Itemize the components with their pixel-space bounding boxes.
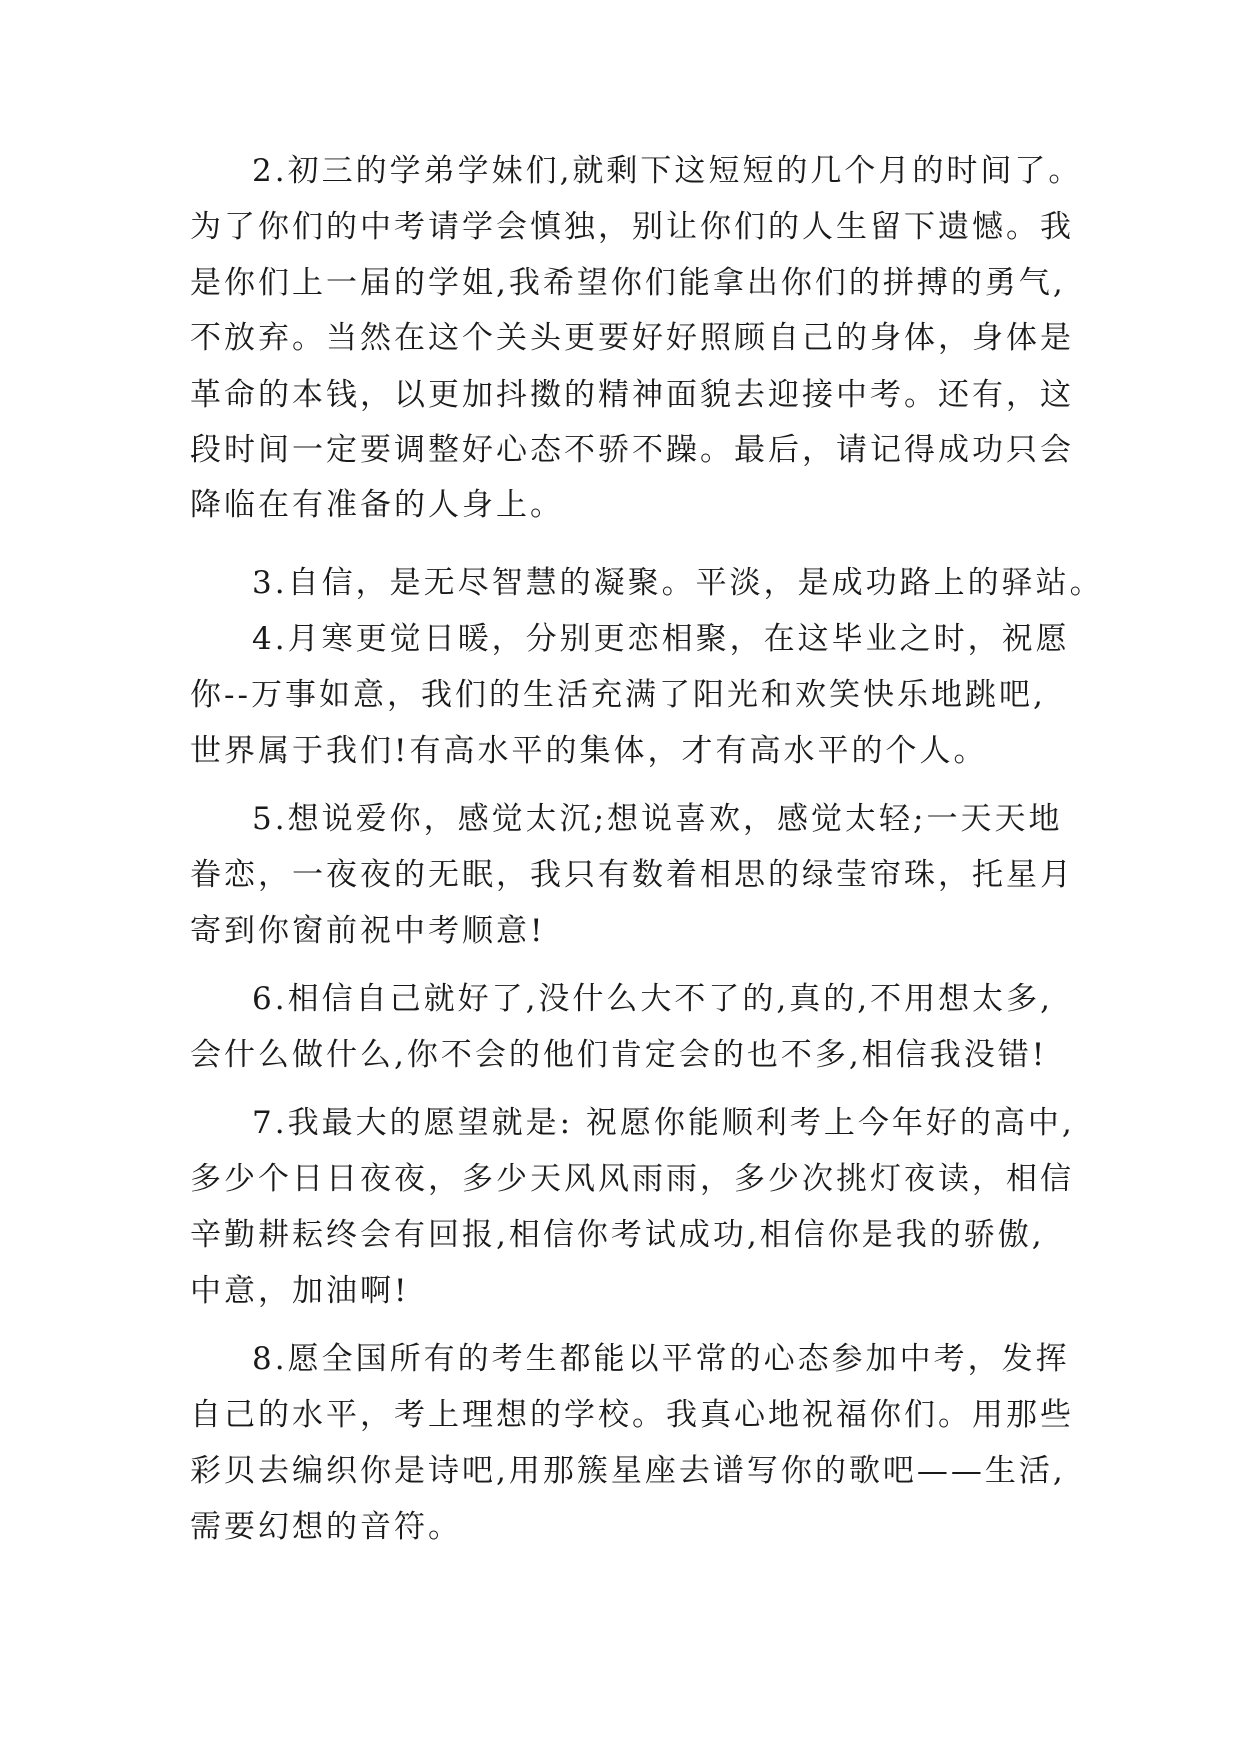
paragraph-6-line-2: 会什么做什么,你不会的他们肯定会的也不多,相信我没错! xyxy=(190,1037,1048,1073)
paragraph-4-line-3: 世界属于我们!有高水平的集体，才有高水平的个人。 xyxy=(190,733,988,769)
paragraph-5-line-3: 寄到你窗前祝中考顺意! xyxy=(190,913,546,949)
paragraph-5-line-2: 眷恋，一夜夜的无眠，我只有数着相思的绿莹帘珠，托星月 xyxy=(190,857,1074,893)
paragraph-2-line-6: 段时间一定要调整好心态不骄不躁。最后，请记得成功只会 xyxy=(190,432,1074,468)
paragraph-7-line-2: 多少个日日夜夜，多少天风风雨雨，多少次挑灯夜读，相信 xyxy=(190,1161,1074,1197)
paragraph-8-line-1: 8.愿全国所有的考生都能以平常的心态参加中考，发挥 xyxy=(252,1341,1070,1377)
paragraph-2-line-5: 革命的本钱，以更加抖擞的精神面貌去迎接中考。还有，这 xyxy=(190,377,1074,413)
paragraph-2-line-1: 2.初三的学弟学妹们,就剩下这短短的几个月的时间了。 xyxy=(252,153,1083,189)
paragraph-2-line-7: 降临在有准备的人身上。 xyxy=(190,487,564,523)
paragraph-8-line-3: 彩贝去编织你是诗吧,用那簇星座去谱写你的歌吧——生活, xyxy=(190,1453,1066,1489)
paragraph-8-line-4: 需要幻想的音符。 xyxy=(190,1509,462,1545)
paragraph-7-line-1: 7.我最大的愿望就是: 祝愿你能顺利考上今年好的高中, xyxy=(252,1105,1075,1141)
paragraph-3-line-1: 3.自信，是无尽智慧的凝聚。平淡，是成功路上的驿站。 xyxy=(252,565,1104,601)
paragraph-2-line-2: 为了你们的中考请学会慎独，别让你们的人生留下遗憾。我 xyxy=(190,209,1074,245)
paragraph-8-line-2: 自己的水平，考上理想的学校。我真心地祝福你们。用那些 xyxy=(190,1397,1074,1433)
paragraph-6-line-1: 6.相信自己就好了,没什么大不了的,真的,不用想太多, xyxy=(252,981,1053,1017)
paragraph-2-line-4: 不放弃。当然在这个关头更要好好照顾自己的身体，身体是 xyxy=(190,320,1074,356)
paragraph-4-line-2: 你--万事如意，我们的生活充满了阳光和欢笑快乐地跳吧, xyxy=(190,677,1046,713)
paragraph-7-line-4: 中意，加油啊! xyxy=(190,1273,410,1309)
paragraph-2-line-3: 是你们上一届的学姐,我希望你们能拿出你们的拼搏的勇气, xyxy=(190,265,1066,301)
paragraph-5-line-1: 5.想说爱你，感觉太沉;想说喜欢，感觉太轻;一天天地 xyxy=(252,801,1063,837)
paragraph-4-line-1: 4.月寒更觉日暖，分别更恋相聚，在这毕业之时，祝愿 xyxy=(252,621,1070,657)
paragraph-7-line-3: 辛勤耕耘终会有回报,相信你考试成功,相信你是我的骄傲, xyxy=(190,1217,1045,1253)
